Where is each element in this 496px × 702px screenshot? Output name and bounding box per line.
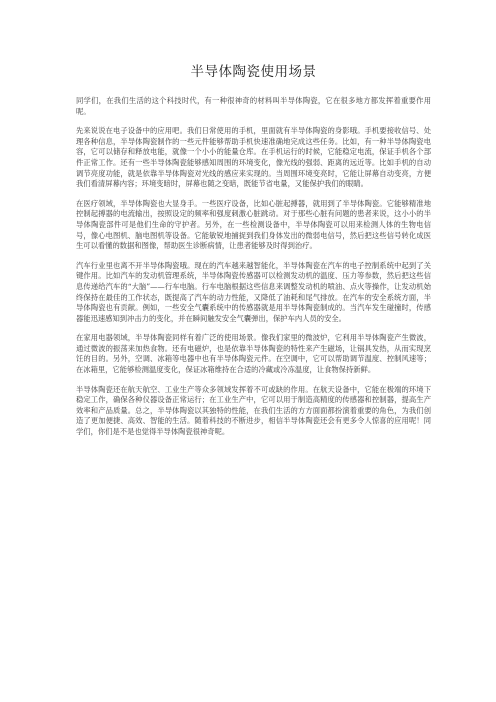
paragraph-automotive: 汽车行业里也离不开半导体陶瓷哦。现在的汽车越来越智能化，半导体陶瓷在汽车的电子控制系统中起到了关键作用。比如汽车的发动机管理系统，半导体陶瓷传感器可以检测发动机的温度、压力等参数，然后把这些信息传递给汽车的“大脑”——行车电脑。行车电脑根据这些信息来调整发动机的喷油、点火等操作，让发动机始终保持在最佳的工作状态，既提高了汽车的动力性能，又降低了油耗和尾气排放。在汽车的安全系统方面，半导体陶瓷也有贡献。例如，一些安全气囊系统中的传感器就是用半导体陶瓷制成的。当汽车发生碰撞时，传感器能迅速感知到冲击力的变化，并在瞬间触发安全气囊弹出，保护车内人员的安全。 bbox=[76, 260, 431, 323]
document-body bbox=[76, 96, 431, 438]
paragraph-medical: 在医疗领域，半导体陶瓷也大显身手。一些医疗设备，比如心脏起搏器，就用到了半导体陶瓷。它能够精准地控制起搏器的电流输出，按照设定的频率和强度刺激心脏跳动。对于那些心脏有问题的患者来说，这小小的半导体陶瓷部件可是他们生命的守护者。另外，在一些检测设备中，半导体陶瓷可以用来检测人体的生物电信号，像心电图机、脑电图机等设备。它能敏锐地捕捉到我们身体发出的微弱电信号，然后把这些信号转化成医生可以看懂的数据和图像，帮助医生诊断病情，让患者能够及时得到治疗。 bbox=[76, 198, 431, 251]
document-title: 半导体陶瓷使用场景 bbox=[190, 64, 317, 80]
paragraph-aerospace-industry: 半导体陶瓷还在航天航空、工业生产等众多领域发挥着不可或缺的作用。在航天设备中，它能在极端的环境下稳定工作，确保各种仪器设备正常运行；在工业生产中，它可以用于制造高精度的传感器和控制器，提高生产效率和产品质量。总之，半导体陶瓷以其独特的性能，在我们生活的方方面面都扮演着重要的角色，为我们创造了更加便捷、高效、智能的生活。随着科技的不断进步，相信半导体陶瓷还会有更多令人惊喜的应用呢！同学们，你们是不是也觉得半导体陶瓷很神奇呢。 bbox=[76, 384, 431, 437]
paragraph-intro: 同学们，在我们生活的这个科技时代，有一种很神奇的材料叫半导体陶瓷，它在很多地方都发挥着重要作用呢。 bbox=[76, 96, 431, 116]
paragraph-home-appliances: 在家用电器领域，半导体陶瓷同样有着广泛的使用场景。像我们家里的微波炉，它利用半导体陶瓷产生微波，通过微波的振荡来加热食物。还有电磁炉，也是依靠半导体陶瓷的特性来产生磁场，让锅具发热，从而实现烹饪的目的。另外，空调、冰箱等电器中也有半导体陶瓷元件。在空调中，它可以帮助调节温度、控制风速等；在冰箱里，它能够检测温度变化，保证冰箱维持在合适的冷藏或冷冻温度，让食物保持新鲜。 bbox=[76, 333, 431, 375]
paragraph-electronics: 先来说说在电子设备中的应用吧。我们日常使用的手机，里面就有半导体陶瓷的身影哦。手机要接收信号、处理各种信息，半导体陶瓷制作的一些元件能够帮助手机快速准确地完成这些任务。比如，有一种半导体陶瓷电容，它可以储存和释放电能，就像一个小小的能量仓库。在手机运行的时候，它能稳定电流，保证手机各个部件正常工作。还有一些半导体陶瓷能够感知周围的环境变化，像光线的强弱、距离的远近等。比如手机的自动调节亮度功能，就是依靠半导体陶瓷对光线的感应来实现的。当周围环境变亮时，它能让屏幕自动变亮，方便我们看清屏幕内容；环境变暗时，屏幕也随之变暗，既能节省电量，又能保护我们的眼睛。 bbox=[76, 126, 431, 189]
